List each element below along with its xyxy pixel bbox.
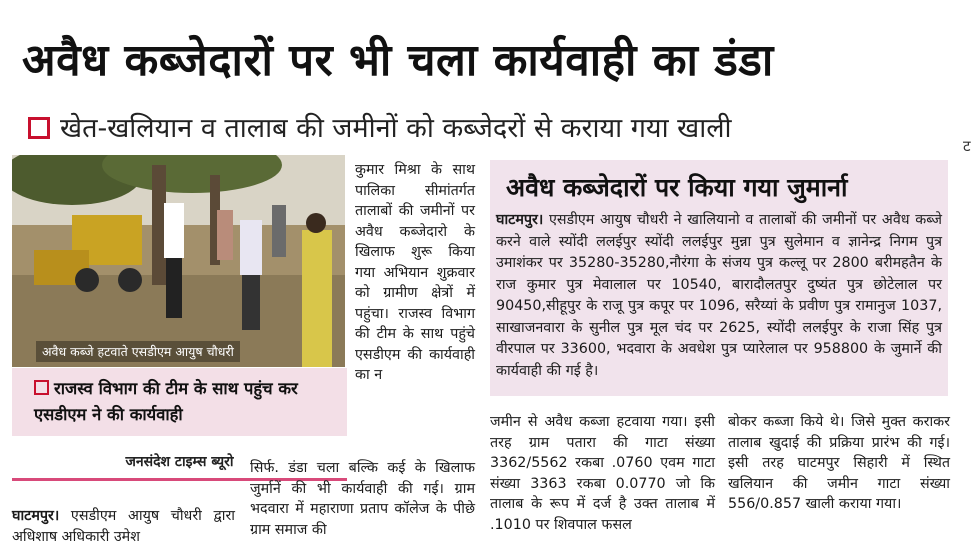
lead-paragraph	[12, 506, 235, 547]
highlight-text: राजस्व विभाग की टीम के साथ पहुंच कर एसडीएम ने की कार्यवाही	[34, 379, 298, 424]
square-bullet-icon	[28, 117, 50, 139]
adjacent-article-fragment: ट	[963, 137, 971, 155]
sidebar-story	[490, 160, 948, 396]
body-column-1-continued: सिर्फ. डंडा चला बल्कि कई के खिलाफ जुर्मानें की भी कार्यवाही की गई। ग्राम भदवारा में महाराणा प्रताप कॉलेज के पीछे ग्राम समाज की	[250, 460, 475, 538]
body-column-4: बोकर कब्जा किये थे। जिसे मुक्त कराकर तालाब खुदाई की प्रक्रिया प्रारंभ की गई। इसी तरह घाटमपुर सिहारी में स्थित खलियान की जमीन गाटा संख्या 556/0.857 खाली कराया गया।	[728, 414, 950, 512]
dateline: घाटमपुर।	[12, 508, 60, 524]
body-column-1: कुमार मिश्रा के साथ पालिका सीमांतर्गत तालाबों की जमीनों पर अवैध कब्जेदारो के खिलाफ शुरू किया गया अभियान शुक्रवार को ग्रामीण क्षेत्रों में पहुंचा। राजस्व विभाग की टीम के साथ पहुंचे एसडीएम की कार्यवाही का न	[355, 162, 475, 383]
sidebar-body	[496, 210, 942, 382]
lead-text: एसडीएम आयुष चौधरी द्वारा अधिशाष अधिकारी उमेश	[12, 508, 235, 545]
sidebar-dateline: घाटमपुर।	[496, 212, 544, 228]
photo-caption: अवैध कब्जे हटवाते एसडीएम आयुष चौधरी	[36, 341, 240, 362]
sidebar-headline: अवैध कब्जेदारों पर किया गया जुमार्ना	[506, 173, 848, 202]
subheadline-text: खेत-खलियान व तालाब की जमीनों को कब्जेदरों से कराया गया खाली	[60, 113, 732, 144]
subheadline	[28, 108, 943, 145]
body-column-3: जमीन से अवैध कब्जा हटवाया गया। इसी तरह ग्राम पतारा की गाटा संख्या 3362/5562 रकबा .0760 एवम गाटा संख्या 3363 रकबा 0.0770 जो कि तालाब के रूप में दर्ज है उक्त तालाब में .1010 पर शिवपाल फसल	[490, 414, 715, 533]
highlight-box	[12, 368, 347, 436]
byline: जनसंदेश टाइम्स ब्यूरो	[125, 454, 234, 470]
sidebar-body-text: एसडीएम आयुष चौधरी ने खालियानो व तालाबों की जमीनों पर अवैध कब्जे करने वाले स्योंदी ललईपुर स्योंदी ललईपुर मुन्ना पुत्र सुलेमान व ज्ञानेन्द्र निगम पुत्र उमाशंकर पर 35280-35280,नौरंगा के संजय पुत्र कल्लू पर 2800 बरीमहतैन के राज कुमार पुत्र मेवालाल पर 10540, बारादौलतपुर दुष्यंत पुत्र छोटेलाल पर 90450,सीहूपुर के राजू पुत्र कपूर पर 1096, सरैय्यां के प्रवीण पुत्र रामानुज 1037, साखाजनवारा के सुनील पुत्र मूल चंद पर 2625, स्योंदी ललईपुर के राजा सिंह पुत्र वीरपाल पर 33600, भदवारा के अवधेश पुत्र प्यारेलाल पर 958800 के जुमार्ने की कार्यवाही की गई है।	[496, 212, 942, 379]
news-photo	[12, 155, 345, 367]
headline: अवैध कब्जेदारों पर भी चला कार्यवाही का डंडा	[22, 35, 774, 86]
square-bullet-icon	[34, 380, 49, 395]
